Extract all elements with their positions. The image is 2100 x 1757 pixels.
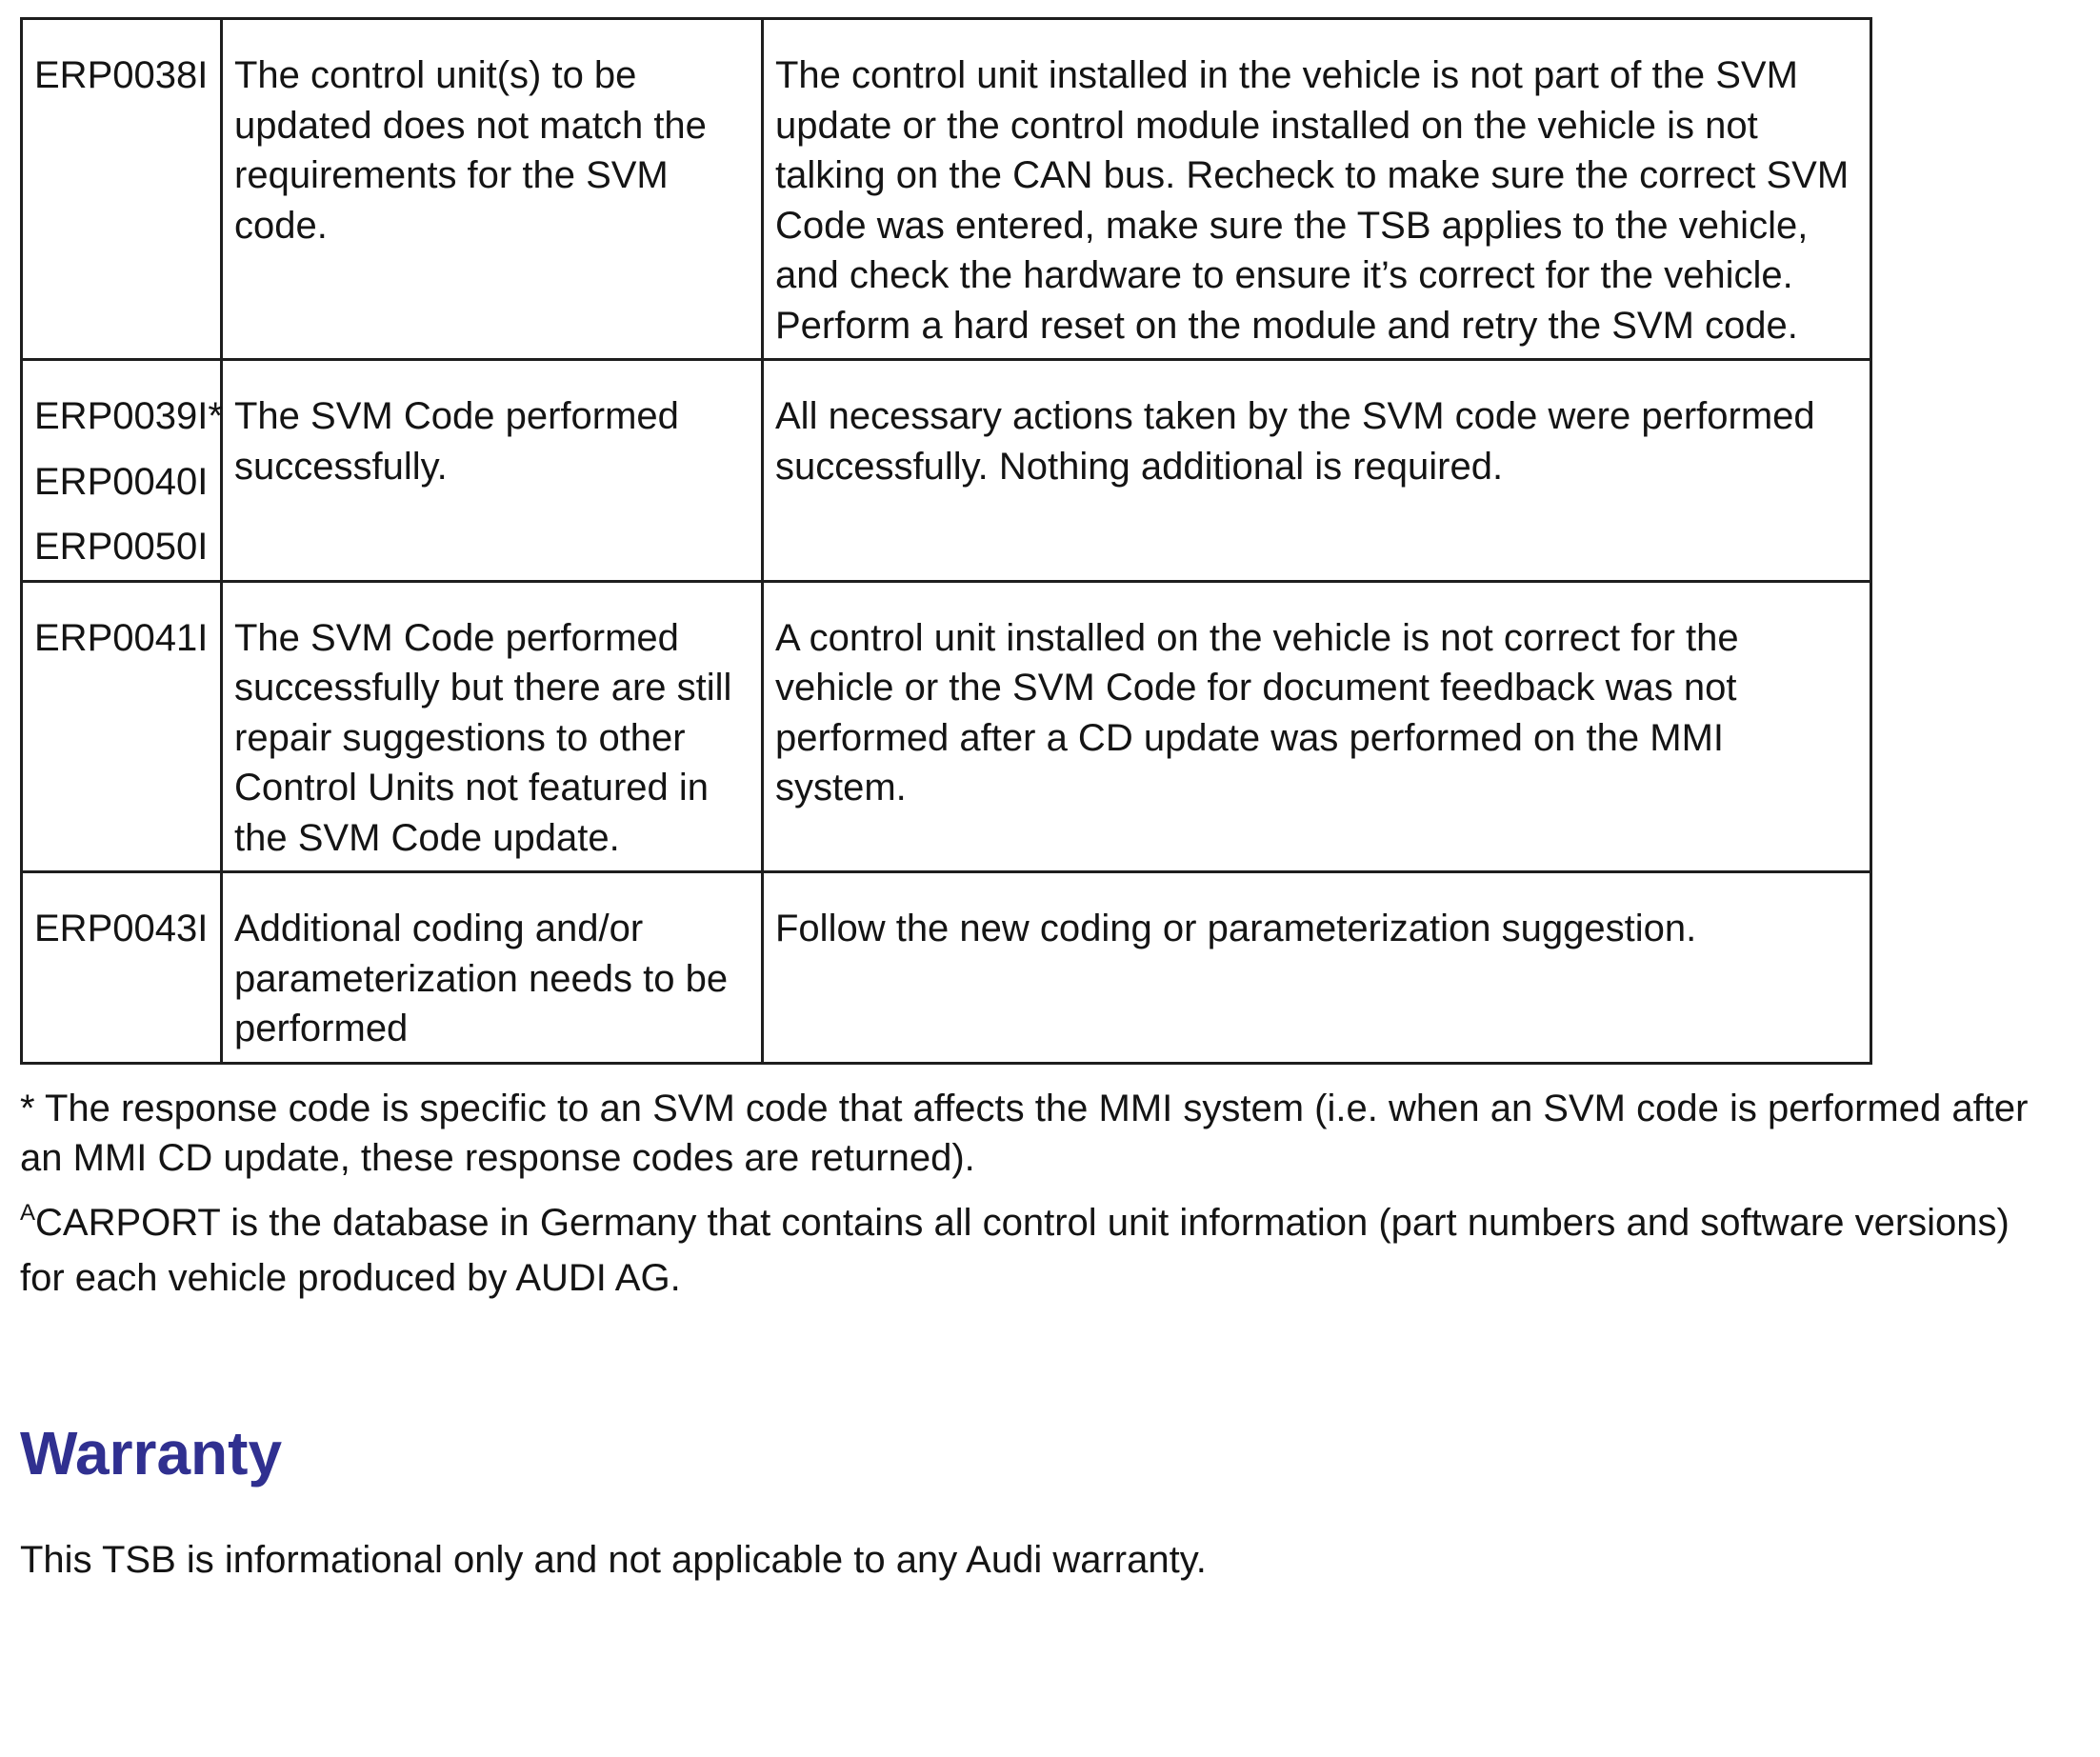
response-code: ERP0043I <box>34 908 209 949</box>
response-code: ERP0039I* <box>34 395 223 437</box>
response-code: ERP0041I <box>34 616 209 659</box>
action-cell: A control unit installed on the vehicle is not correct for the vehicle or the SVM Code for document feedback was not performed after a CD update was performed on the MMI system. <box>763 581 1871 872</box>
asterisk-footnote: * The response code is specific to an SVM code that affects the MMI system (i.e. when an SVM code is performed after an MMI CD update, these response codes are returned). <box>20 1087 2029 1179</box>
document-page <box>20 17 2058 1585</box>
footnote-marker: A <box>20 1199 36 1226</box>
status-cell: Additional coding and/or parameterization needs to be performed <box>222 872 763 1064</box>
action-cell: All necessary actions taken by the SVM code were performed successfully. Nothing additional is required. <box>763 360 1871 582</box>
table-row <box>22 19 1871 360</box>
warranty-text: This TSB is informational only and not applicable to any Audi warranty. <box>20 1538 1207 1581</box>
table-row <box>22 872 1871 1064</box>
response-code: ERP0050I <box>34 526 209 568</box>
response-code-table <box>20 17 1872 1065</box>
status-cell: The control unit(s) to be updated does not match the requirements for the SVM code. <box>222 19 763 360</box>
footnotes <box>20 1084 2058 1303</box>
table-row <box>22 360 1871 582</box>
action-cell: Follow the new coding or parameterization suggestion. <box>763 872 1871 1064</box>
table-row <box>22 581 1871 872</box>
status-cell: The SVM Code performed successfully but there are still repair suggestions to other Control Units not featured in the SVM Code update. <box>222 581 763 872</box>
carport-footnote-text: CARPORT is the database in Germany that contains all control unit information (part numbers and software versions) for each vehicle produced by AUDI AG. <box>20 1201 2010 1299</box>
response-code-cell <box>22 360 222 582</box>
warranty-heading: Warranty <box>20 1418 283 1487</box>
status-cell: The SVM Code performed successfully. <box>222 360 763 582</box>
response-code: ERP0038I <box>34 54 209 96</box>
action-cell: The control unit installed in the vehicle is not part of the SVM update or the control module installed on the vehicle is not talking on the CAN bus. Recheck to make sure the correct SVM Code was entered, make sure the TSB applies to the vehicle, and check the hardware to ensure it’s correct for the vehicle. Perform a hard reset on the module and retry the SVM code. <box>763 19 1871 360</box>
response-code-cell <box>22 581 222 872</box>
response-code: ERP0040I <box>34 460 209 503</box>
carport-footnote <box>20 1198 2058 1303</box>
response-code-cell <box>22 19 222 360</box>
response-code-cell <box>22 872 222 1064</box>
